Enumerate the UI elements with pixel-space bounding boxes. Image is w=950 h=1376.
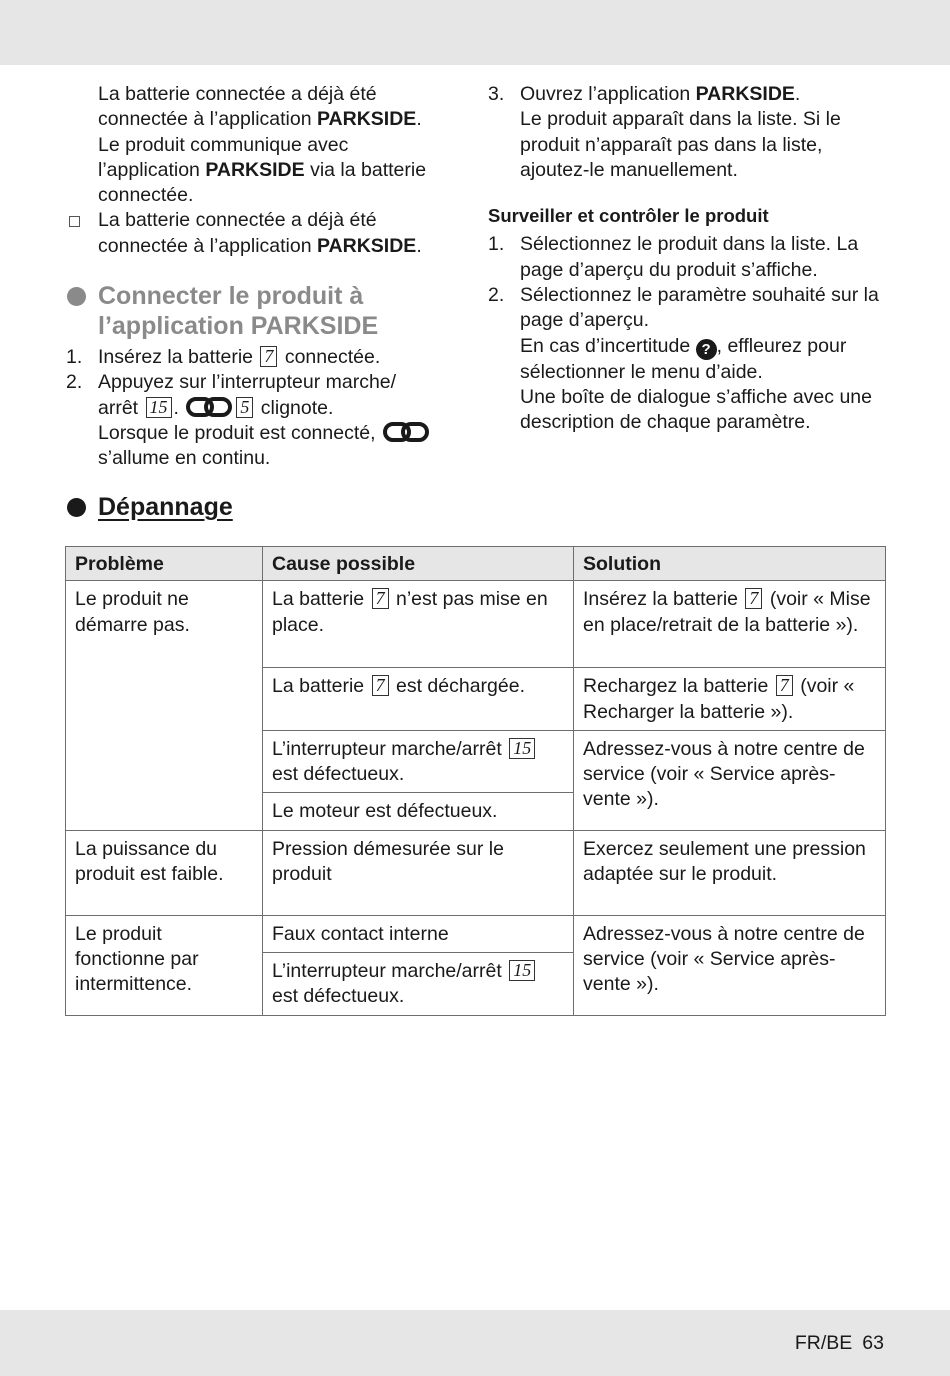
solution-cell: Adressez-vous à notre centre de service (voir « Service après-vente »). — [574, 730, 886, 830]
text: Sélectionnez le paramètre souhaité sur la page d’aperçu. — [520, 284, 879, 332]
link-icon — [383, 421, 429, 443]
text: Le produit apparaît dans la liste. Si le produit n’apparaît pas dans la liste, ajoutez-le manuellement. — [520, 108, 841, 181]
text: Insérez la batterie — [583, 588, 744, 611]
text: . — [173, 396, 185, 419]
text: clignote. — [255, 396, 334, 419]
part-reference: 7 — [776, 675, 793, 696]
help-icon: ? — [696, 339, 717, 360]
text: Le produit communique avec — [98, 133, 349, 156]
text: Sélectionnez le produit dans la liste. La page d’aperçu du produit s’affiche. — [520, 233, 859, 281]
column-header-solution: Solution — [574, 547, 886, 581]
text: . — [416, 108, 422, 131]
checkbox-list-item — [66, 208, 461, 259]
text: connectée à l’application — [98, 108, 317, 131]
part-reference: 7 — [372, 588, 389, 609]
text: (voir « Recharger la batterie »). — [583, 675, 855, 723]
subheading-monitor: Surveiller et contrôler le produit — [488, 205, 769, 227]
text: via la batterie — [304, 158, 427, 181]
text: , effleurez pour sélectionner le menu d’aide. — [520, 334, 847, 383]
column-header-problem: Problème — [66, 547, 263, 581]
text: Une boîte de dialogue s’affiche avec une description de chaque paramètre. — [520, 385, 872, 434]
problem-cell: Le produit fonctionne par intermittence. — [66, 915, 263, 1015]
brand-name: PARKSIDE — [695, 83, 795, 105]
problem-cell: Le produit ne démarre pas. — [66, 581, 263, 830]
intro-paragraph — [66, 82, 461, 208]
problem-cell: La puissance du produit est faible. — [66, 830, 263, 915]
step-number: 2. — [488, 284, 505, 307]
column-header-cause: Cause possible — [263, 547, 574, 581]
text: La batterie — [272, 675, 370, 698]
brand-name: PARKSIDE — [317, 108, 417, 131]
brand-name: PARKSIDE — [317, 234, 417, 257]
text: (voir « Mise en place/retrait de la batterie »). — [583, 588, 871, 636]
page-footer — [785, 1331, 884, 1356]
cause-cell — [263, 730, 574, 793]
text: arrêt — [98, 396, 144, 419]
locale-label: FR/BE — [794, 1332, 853, 1354]
checkbox-bullet-icon — [69, 216, 80, 227]
text: La batterie connectée a déjà été — [98, 209, 377, 232]
top-band — [0, 0, 950, 65]
left-column — [66, 82, 461, 472]
cause-cell: Le moteur est défectueux. — [263, 793, 574, 830]
text: La batterie connectée a déjà été — [98, 83, 377, 105]
part-reference: 5 — [236, 397, 253, 418]
text: Ouvrez l’application — [520, 83, 696, 105]
cause-cell: Pression démesurée sur le produit — [263, 830, 574, 915]
table-row — [66, 830, 886, 915]
text: En cas d’incertitude — [520, 334, 696, 357]
cause-cell: Faux contact interne — [263, 915, 574, 952]
section-troubleshooting — [66, 492, 233, 522]
step-number: 3. — [488, 83, 505, 105]
section-title: Dépannage — [98, 493, 233, 521]
text: connectée. — [98, 184, 194, 207]
cause-cell — [263, 668, 574, 731]
solution-cell — [574, 668, 886, 731]
step-number: 2. — [66, 371, 83, 394]
link-icon — [186, 396, 232, 418]
text: est défectueux. — [272, 985, 405, 1008]
step-number: 1. — [488, 233, 505, 256]
cause-cell — [263, 581, 574, 668]
text: . — [794, 83, 801, 105]
text: est déchargée. — [390, 675, 526, 698]
solution-cell: Adressez-vous à notre centre de service (voir « Service après-vente »). — [574, 915, 886, 1015]
right-column — [488, 82, 888, 436]
text: Appuyez sur l’interrupteur marche/ — [98, 371, 397, 394]
bullet-dot-icon — [67, 287, 86, 306]
monitor-step-2 — [488, 283, 888, 435]
solution-cell — [574, 581, 886, 668]
part-reference: 7 — [372, 675, 389, 696]
text: s’allume en continu. — [98, 447, 271, 470]
text: connectée. — [279, 346, 381, 369]
part-reference: 15 — [509, 960, 535, 981]
step-2 — [66, 370, 461, 471]
troubleshooting-table — [65, 546, 886, 1016]
step-number: 1. — [66, 346, 83, 369]
part-reference: 7 — [745, 588, 762, 609]
text: . — [416, 234, 422, 257]
heading-line: l’application PARKSIDE — [98, 312, 379, 341]
page-number: 63 — [862, 1332, 884, 1354]
table-row — [66, 915, 886, 952]
text: La batterie — [272, 588, 370, 611]
text: L’interrupteur marche/arrêt — [272, 960, 508, 983]
bullet-dot-icon — [67, 498, 86, 517]
text: n’est pas mise en place. — [272, 588, 548, 636]
table-header-row — [66, 547, 886, 581]
text: L’interrupteur marche/arrêt — [272, 737, 508, 760]
text: connectée à l’application — [98, 234, 317, 257]
part-reference: 15 — [146, 397, 172, 418]
text: Rechargez la batterie — [583, 675, 774, 698]
step-1 — [66, 345, 461, 370]
monitor-step-1 — [488, 232, 888, 283]
table-row — [66, 581, 886, 668]
solution-cell: Exercez seulement une pression adaptée sur le produit. — [574, 830, 886, 915]
text: est défectueux. — [272, 763, 405, 786]
heading-line: Connecter le produit à — [98, 282, 364, 311]
part-reference: 7 — [260, 346, 277, 367]
step-3 — [488, 82, 888, 183]
heading-connect-app — [66, 281, 461, 341]
cause-cell — [263, 953, 574, 1016]
text: l’application — [98, 158, 206, 181]
brand-name: PARKSIDE — [205, 158, 305, 181]
part-reference: 15 — [509, 738, 535, 759]
text: Insérez la batterie — [98, 346, 259, 369]
text: Lorsque le produit est connecté, — [98, 421, 381, 444]
